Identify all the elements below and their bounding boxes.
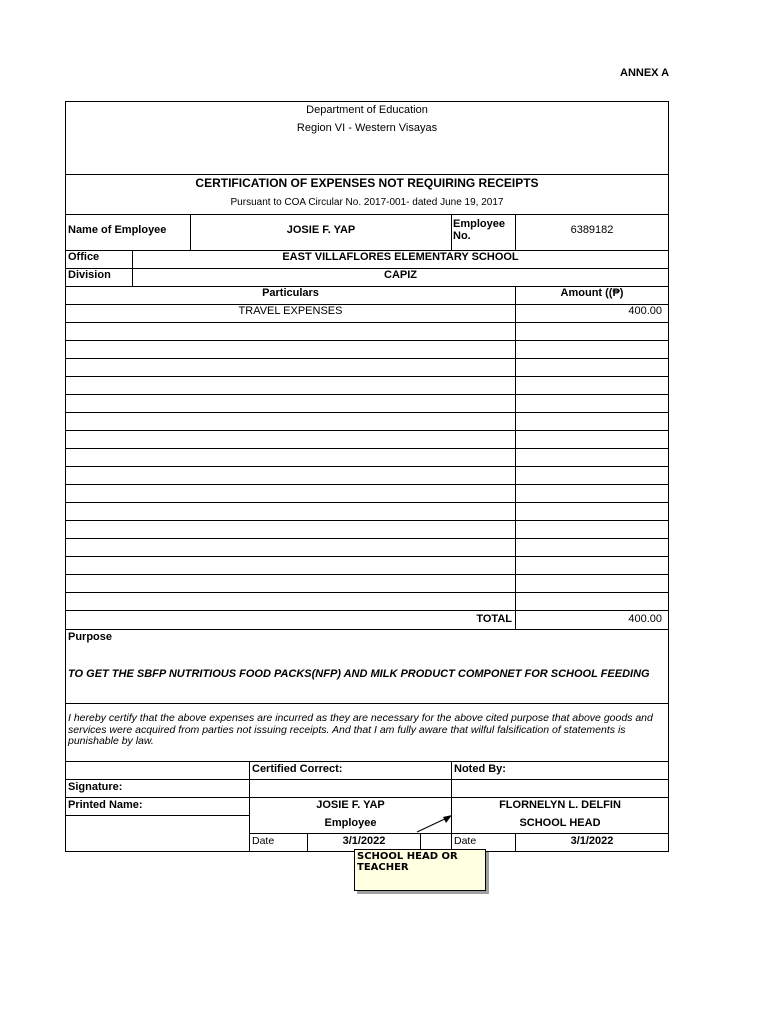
form-subtitle: Pursuant to COA Circular No. 2017-001- dated June 19, 2017 <box>230 197 504 208</box>
particular-cell: TRAVEL EXPENSES <box>238 305 343 317</box>
table-row-line <box>66 412 668 413</box>
employee-printed-name: JOSIE F. YAP <box>316 799 385 811</box>
comment-note[interactable]: SCHOOL HEAD OR TEACHER <box>354 849 486 891</box>
table-row-line <box>66 502 668 503</box>
employee-name-label: Name of Employee <box>68 224 167 236</box>
signature-label: Signature: <box>68 781 123 793</box>
form-title: CERTIFICATION OF EXPENSES NOT REQUIRING RECEIPTS <box>195 176 539 190</box>
table-row-line <box>66 394 668 395</box>
region-name: Region VI - Western Visayas <box>296 122 438 134</box>
printed-name-label: Printed Name: <box>68 799 143 811</box>
table-row-line <box>66 610 668 611</box>
table-row-line <box>66 538 668 539</box>
divider <box>451 214 452 250</box>
certified-correct-label: Certified Correct: <box>252 763 343 775</box>
employee-date-label: Date <box>252 835 275 847</box>
divider <box>66 629 668 630</box>
divider <box>66 815 250 816</box>
amount-header: Amount ((₱) <box>560 287 624 299</box>
particulars-header: Particulars <box>262 287 319 299</box>
table-row-line <box>66 574 668 575</box>
employee-no-value: 6389182 <box>570 224 614 236</box>
divider <box>515 286 516 629</box>
table-row-line <box>66 466 668 467</box>
division-value: CAPIZ <box>384 269 417 281</box>
divider <box>66 214 668 215</box>
table-row-line <box>66 556 668 557</box>
table-row-line <box>66 340 668 341</box>
divider <box>66 797 668 798</box>
department-name: Department of Education <box>306 104 428 116</box>
employee-no-label: Employee <box>453 218 505 230</box>
purpose-text: TO GET THE SBFP NUTRITIOUS FOOD PACKS(NFP) AND MILK PRODUCT COMPONET FOR SCHOOL FEEDING <box>68 668 650 680</box>
employee-no-label-2: No. <box>453 230 471 242</box>
head-printed-name: FLORNELYN L. DELFIN <box>499 799 621 811</box>
table-row-line <box>66 376 668 377</box>
amount-cell: 400.00 <box>628 305 662 317</box>
head-date-value: 3/1/2022 <box>570 835 614 847</box>
certification-text: I hereby certify that the above expenses are incurred as they are necessary for the above cited purpose that above goods and services were acquired from parties not issuing receipts. And that I am fully aware that wilful falsification of statements is punishable by law. <box>68 712 653 747</box>
table-row-line <box>66 520 668 521</box>
head-date-label: Date <box>454 835 477 847</box>
employee-name-value: JOSIE F. YAP <box>286 224 356 236</box>
noted-by-label: Noted By: <box>454 763 506 775</box>
divider <box>66 761 668 762</box>
head-role: SCHOOL HEAD <box>519 817 601 829</box>
divider <box>66 779 668 780</box>
table-row-line <box>66 358 668 359</box>
table-row-line <box>66 322 668 323</box>
office-value: EAST VILLAFLORES ELEMENTARY SCHOOL <box>282 251 519 263</box>
divider <box>66 174 668 175</box>
table-row-line <box>66 592 668 593</box>
divider <box>66 703 668 704</box>
table-row-line <box>66 484 668 485</box>
table-row-line <box>66 430 668 431</box>
annex-label: ANNEX A <box>620 67 670 79</box>
divider <box>249 833 668 834</box>
table-row-line <box>66 448 668 449</box>
employee-date-value: 3/1/2022 <box>342 835 386 847</box>
office-label: Office <box>68 251 100 263</box>
employee-role: Employee <box>324 817 377 829</box>
total-value: 400.00 <box>628 613 662 625</box>
certification-form <box>65 101 669 852</box>
total-label: TOTAL <box>476 613 512 625</box>
division-label: Division <box>68 269 111 281</box>
purpose-label: Purpose <box>68 631 113 643</box>
